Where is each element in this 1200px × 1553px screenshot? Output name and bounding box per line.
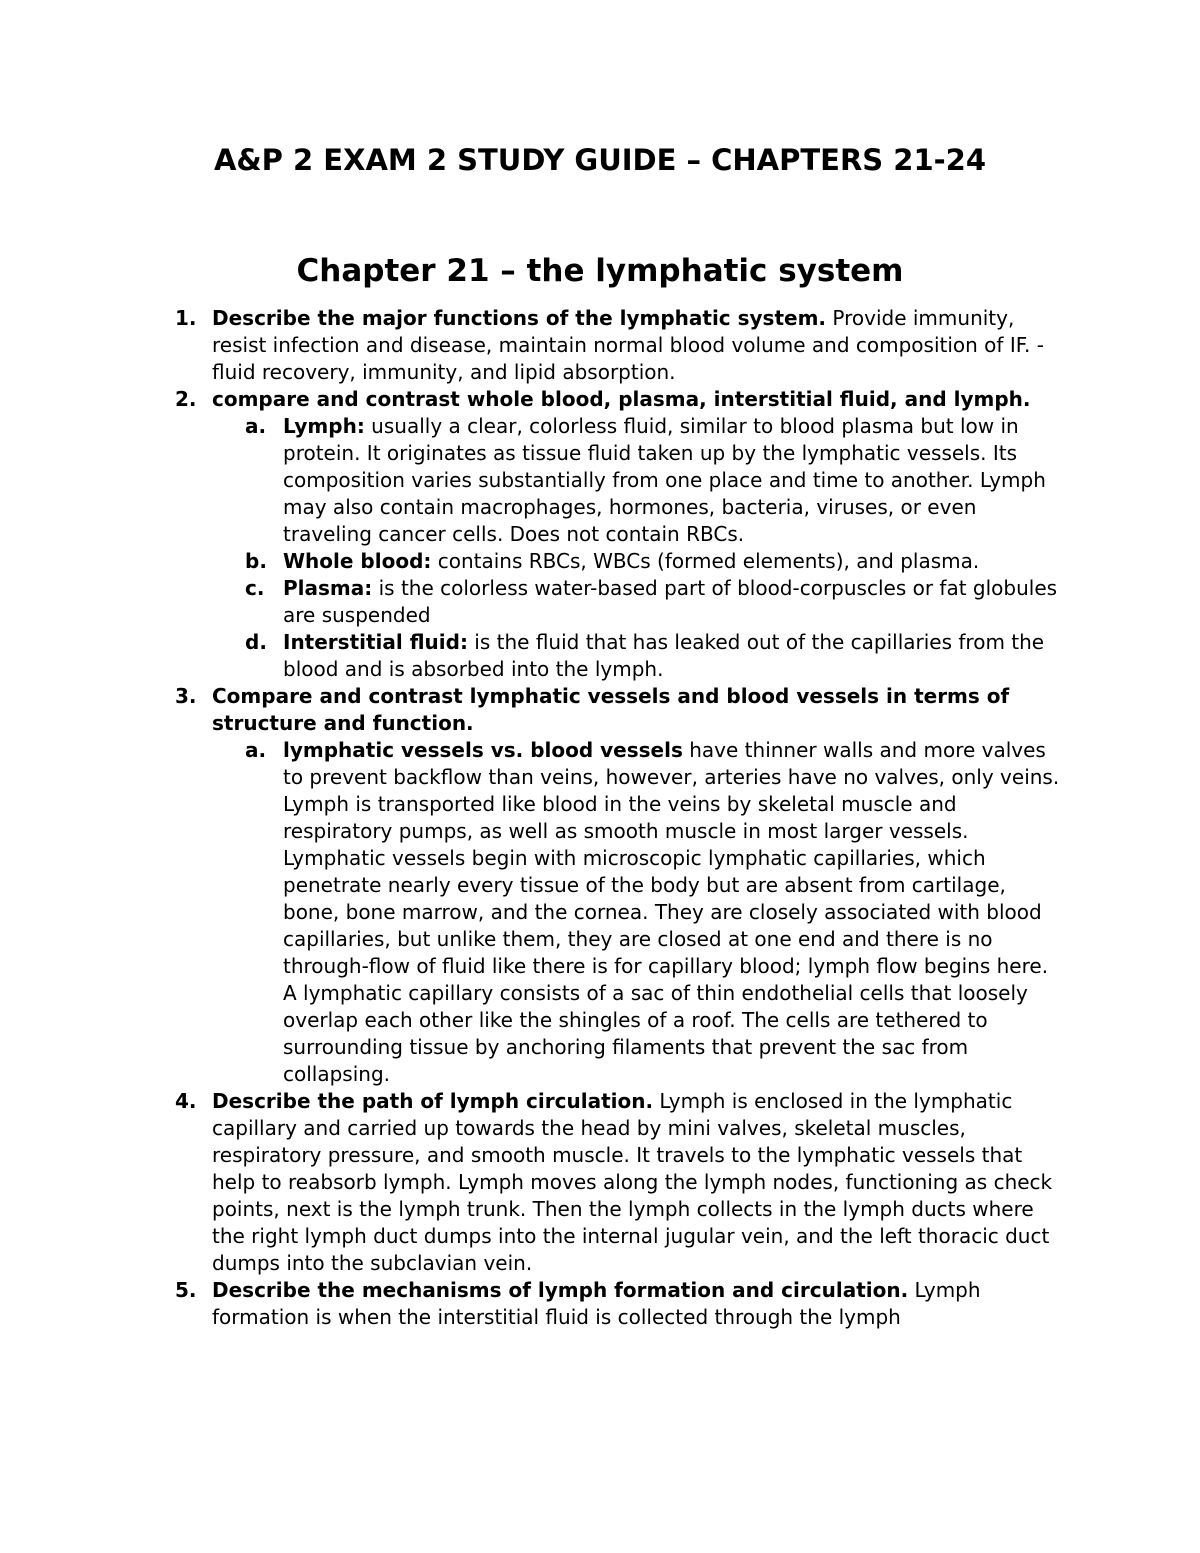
question-number: 3. [175,684,197,708]
question-item-4 [0,1088,1062,1277]
question-text: Describe the mechanisms of lymph formation and circulation. [212,1278,909,1302]
question-item-1 [0,305,1062,386]
question-item-5 [0,1277,1062,1331]
sub-item-term: lymphatic vessels vs. blood vessels [283,738,683,762]
sub-item-term: Interstitial fluid: [283,630,468,654]
sub-item-text: is the colorless water-based part of blood-corpuscles or fat globules are suspended [283,576,1058,627]
document-title: A&P 2 EXAM 2 STUDY GUIDE – CHAPTERS 21-24 [213,143,987,177]
sub-item-whole-blood [212,548,1062,575]
sub-item-letter: c. [245,576,265,600]
question-item-3 [0,683,1062,1088]
answer-text: Provide immunity, resist infection and disease, maintain normal blood volume and composition of IF. -fluid recovery, immunity, and lipid absorption. [212,306,1044,384]
question-number: 5. [175,1278,197,1302]
question-text: Describe the path of lymph circulation. [212,1089,654,1113]
sub-item-letter: a. [245,414,267,438]
question-item-2 [0,386,1062,683]
sub-item-letter: a. [245,738,267,762]
sub-item-plasma [212,575,1062,629]
question-text: compare and contrast whole blood, plasma, interstitial fluid, and lymph. [212,387,1031,411]
question-number: 4. [175,1089,197,1113]
sub-item-letter: b. [245,549,267,573]
answer-text: Lymph is enclosed in the lymphatic capillary and carried up towards the head by mini valves, skeletal muscles, respiratory pressure, and smooth muscle. It travels to the lymphatic vessels that help to reabsorb lymph. Lymph moves along the lymph nodes, functioning as check points, next is the lymph trunk. Then the lymph collects in the lymph ducts where the right lymph duct dumps into the internal jugular vein, and the left thoracic duct dumps into the subclavian vein. [212,1089,1053,1275]
sub-item-term: Plasma: [283,576,373,600]
question-number: 1. [175,306,197,330]
sub-item-text: usually a clear, colorless fluid, similar to blood plasma but low in protein. It originates as tissue fluid taken up by the lymphatic vessels. Its composition varies substantially from one place and time to another. Lymph may also contain macrophages, hormones, bacteria, viruses, or even traveling cancer cells. Does not contain RBCs. [283,414,1046,546]
sub-item-vessels [212,737,1062,1088]
question-list [0,305,1200,1331]
answer-text: Lymph formation is when the interstitial fluid is collected through the lymph [212,1278,981,1329]
question-text: Describe the major functions of the lymphatic system. [212,306,827,330]
question-number: 2. [175,387,197,411]
question-text: Compare and contrast lymphatic vessels and blood vessels in terms of structure and function. [212,684,1010,735]
sub-item-term: Whole blood: [283,549,432,573]
sub-item-term: Lymph: [283,414,365,438]
sub-item-interstitial-fluid [212,629,1062,683]
chapter-heading: Chapter 21 – the lymphatic system [296,253,904,289]
sub-item-text: contains RBCs, WBCs (formed elements), and plasma. [431,549,980,573]
sub-item-text: have thinner walls and more valves to prevent backflow than veins, however, arteries have no valves, only veins. Lymph is transported like blood in the veins by skeletal muscle and respiratory pumps, as well as smooth muscle in most larger vessels. Lymphatic vessels begin with microscopic lymphatic capillaries, which penetrate nearly every tissue of the body but are absent from cartilage, bone, bone marrow, and the cornea. They are closely associated with blood capillaries, but unlike them, they are closed at one end and there is no through-flow of fluid like there is for capillary blood; lymph flow begins here. A lymphatic capillary consists of a sac of thin endothelial cells that loosely overlap each other like the shingles of a roof. The cells are tethered to surrounding tissue by anchoring filaments that prevent the sac from collapsing. [283,738,1060,1086]
sub-item-letter: d. [245,630,267,654]
sub-item-text: is the fluid that has leaked out of the capillaries from the blood and is absorbed into the lymph. [283,630,1045,681]
sub-item-lymph [212,413,1062,548]
